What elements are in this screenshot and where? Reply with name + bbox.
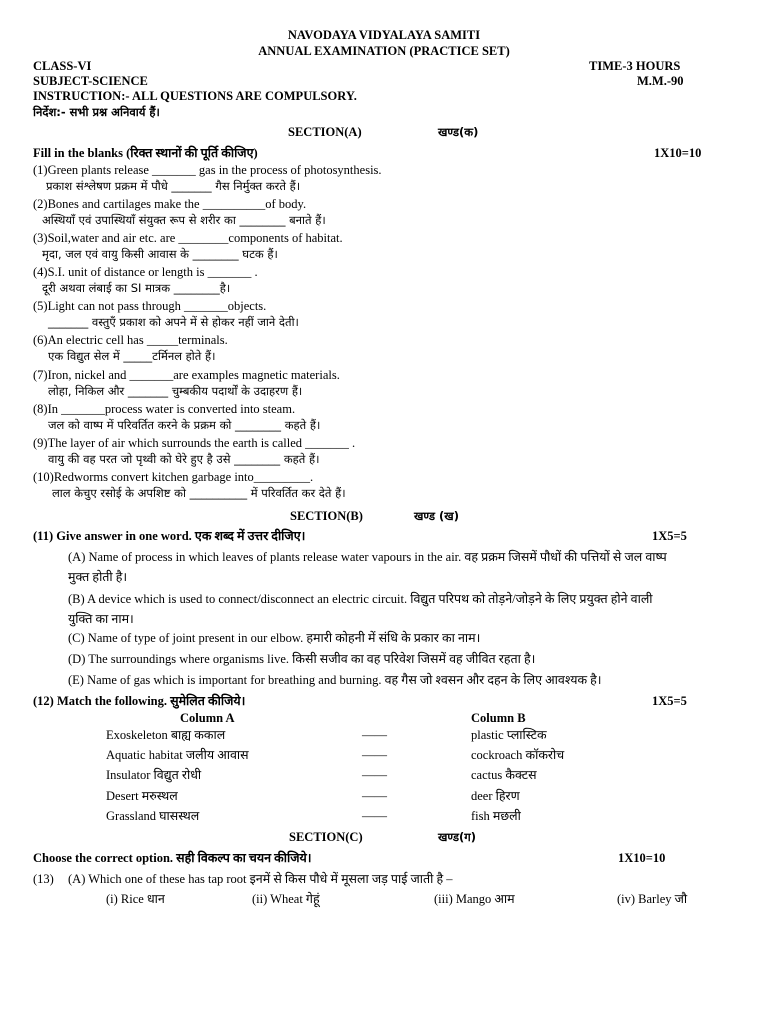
question-8-en: (8)In _______process water is converted into steam.: [33, 402, 296, 416]
q13-option-1: (i) Rice धान: [106, 892, 165, 906]
question-5-hi: _______ वस्तुएँ प्रकाश को अपने में से होकर नहीं जाने देती।: [48, 315, 299, 329]
question-7-hi: लोहा, निकिल और _______ चुम्बकीय पदार्थों के उदाहरण हैं।: [48, 384, 303, 398]
q11-a-line2: मुक्त होती है।: [68, 570, 128, 584]
question-5-en: (5)Light can not pass through _______objects.: [33, 299, 267, 313]
question-4-en: (4)S.I. unit of distance or length is _______ .: [33, 265, 258, 279]
match-b-4: deer हिरण: [471, 789, 520, 803]
question-2-en: (2)Bones and cartilages make the __________of body.: [33, 197, 307, 211]
section-c-heading: Choose the correct option. सही विकल्प का चयन कीजिये।: [33, 851, 312, 865]
exam-title: ANNUAL EXAMINATION (PRACTICE SET): [258, 44, 510, 58]
q12-marks: 1X5=5: [652, 694, 687, 708]
q11-e: (E) Name of gas which is important for breathing and burning. वह गैस जो श्वसन और दहन के लिए आवश्यक है।: [68, 673, 602, 687]
column-a-header: Column A: [180, 711, 235, 725]
section-a-title: SECTION(A): [288, 125, 362, 139]
match-dash-3: ——: [362, 768, 387, 782]
q13-option-3: (iii) Mango आम: [434, 892, 515, 906]
instruction-hi: निर्देश:- सभी प्रश्न अनिवार्य हैं।: [33, 105, 160, 119]
match-dash-4: ——: [362, 789, 387, 803]
q12-heading: (12) Match the following. सुमेलित कीजिये।: [33, 694, 246, 708]
question-1-en: (1)Green plants release _______ gas in the process of photosynthesis.: [33, 163, 382, 177]
match-b-3: cactus कैक्टस: [471, 768, 537, 782]
match-b-2: cockroach कॉकरोच: [471, 748, 565, 762]
match-b-5: fish मछली: [471, 809, 521, 823]
question-2-hi: अस्थियाँ एवं उपास्थियाँ संयुक्त रूप से शरीर का ________ बनाते हैं।: [42, 213, 326, 227]
q11-c: (C) Name of type of joint present in our elbow. हमारी कोहनी में संधि के प्रकार का नाम।: [68, 631, 481, 645]
question-6-en: (6)An electric cell has _____terminals.: [33, 333, 228, 347]
question-6-hi: एक विद्युत सेल में _____टर्मिनल होते हैं।: [48, 349, 216, 363]
q11-d: (D) The surroundings where organisms live. किसी सजीव का वह परिवेश जिसमें वह जीवित रहता है।: [68, 652, 536, 666]
question-3-en: (3)Soil,water and air etc. are ________components of habitat.: [33, 231, 343, 245]
match-a-5: Grassland घासस्थल: [106, 809, 200, 823]
q13-option-2: (ii) Wheat गेहूं: [252, 892, 320, 906]
q11-b-line2: युक्ति का नाम।: [68, 612, 134, 626]
section-a-marks: 1X10=10: [654, 146, 702, 160]
subject-label: SUBJECT-SCIENCE: [33, 74, 148, 88]
question-7-en: (7)Iron, nickel and _______are examples magnetic materials.: [33, 368, 340, 382]
match-dash-5: ——: [362, 809, 387, 823]
section-b-title-hi: खण्ड (ख): [414, 509, 459, 523]
max-marks-label: M.M.-90: [637, 74, 684, 88]
question-9-en: (9)The layer of air which surrounds the earth is called _______ .: [33, 436, 356, 450]
match-dash-1: ——: [362, 728, 387, 742]
match-dash-2: ——: [362, 748, 387, 762]
time-label: TIME-3 HOURS: [589, 59, 681, 73]
column-b-header: Column B: [471, 711, 526, 725]
q11-a-line1: (A) Name of process in which leaves of plants release water vapours in the air. वह प्रक्रम जिसमें पौधों की पत्तियों से जल वाष्प: [68, 550, 667, 564]
question-4-hi: दूरी अथवा लंबाई का SI मात्रक ________है।: [42, 281, 231, 295]
question-3-hi: मृदा, जल एवं वायु किसी आवास के ________ घटक हैं।: [42, 247, 278, 261]
section-c-title-hi: खण्ड(ग): [438, 830, 477, 844]
match-a-1: Exoskeleton बाह्य ककाल: [106, 728, 226, 742]
question-10-hi: लाल केचुए रसोई के अपशिष्ट को __________ में परिवर्तित कर देते हैं।: [52, 486, 346, 500]
q11-b-line1: (B) A device which is used to connect/disconnect an electric circuit. विद्युत परिपथ को तोड़ने/जोड़ने के लिए प्रयुक्त होने वाली: [68, 592, 653, 606]
q13-text: (A) Which one of these has tap root इनमें से किस पौधे में मूसला जड़ पाई जाती है –: [68, 872, 453, 886]
match-a-4: Desert मरुस्थल: [106, 789, 178, 803]
class-label: CLASS-VI: [33, 59, 92, 73]
instruction-en: INSTRUCTION:- ALL QUESTIONS ARE COMPULSORY.: [33, 89, 357, 103]
match-b-1: plastic प्लास्टिक: [471, 728, 547, 742]
section-c-marks: 1X10=10: [618, 851, 666, 865]
section-b-title: SECTION(B): [290, 509, 363, 523]
q11-heading: (11) Give answer in one word. एक शब्द में उत्तर दीजिए।: [33, 529, 306, 543]
section-a-heading: Fill in the blanks (रिक्त स्थानों की पूर्ति कीजिए): [33, 146, 258, 160]
match-a-2: Aquatic habitat जलीय आवास: [106, 748, 249, 762]
question-8-hi: जल को वाष्प में परिवर्तित करने के प्रक्रम को ________ कहते हैं।: [48, 418, 321, 432]
match-a-3: Insulator विद्युत रोधी: [106, 768, 202, 782]
q11-marks: 1X5=5: [652, 529, 687, 543]
question-10-en: (10)Redworms convert kitchen garbage into_________.: [33, 470, 314, 484]
section-a-title-hi: खण्ड(क): [438, 125, 479, 139]
question-9-hi: वायु की वह परत जो पृथ्वी को घेरे हुए है उसे ________ कहते हैं।: [48, 452, 320, 466]
q13-option-4: (iv) Barley जौ: [617, 892, 688, 906]
q13-number: (13): [33, 872, 54, 886]
section-c-title: SECTION(C): [289, 830, 363, 844]
org-name: NAVODAYA VIDYALAYA SAMITI: [287, 28, 481, 42]
question-1-hi: प्रकाश संश्लेषण प्रक्रम में पौधे _______ गैस निर्मुक्त करते हैं।: [46, 179, 301, 193]
